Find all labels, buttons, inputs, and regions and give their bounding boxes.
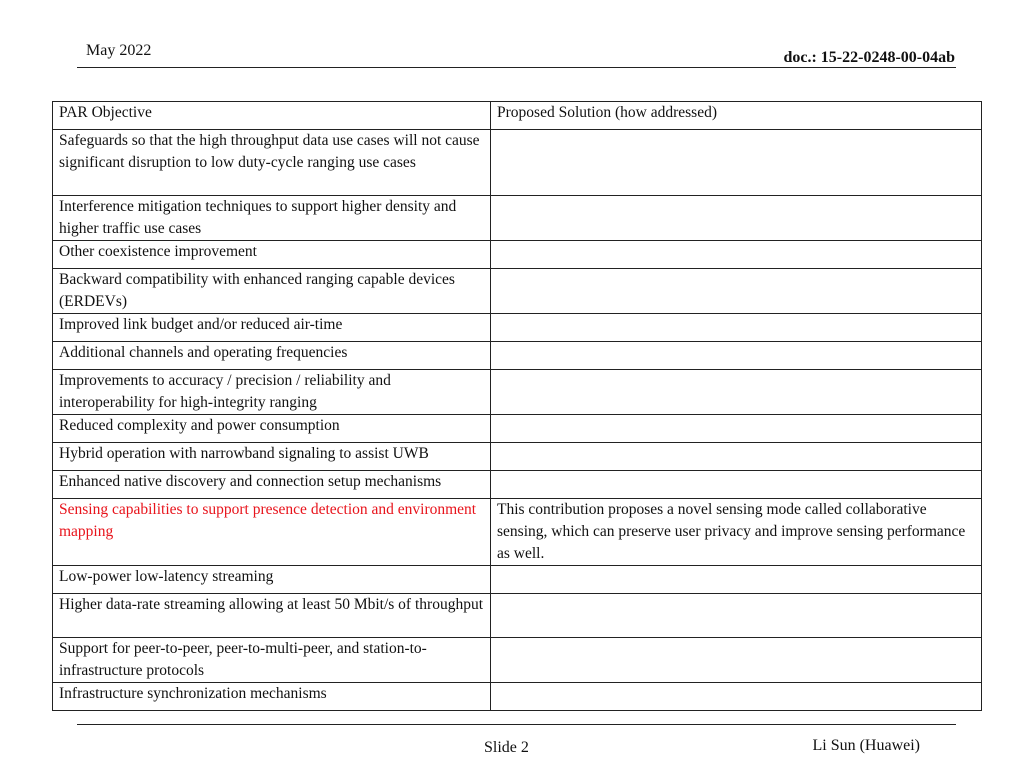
par-objectives-table	[52, 101, 982, 711]
solution-cell	[491, 683, 982, 711]
solution-cell	[491, 130, 982, 196]
footer-divider	[77, 724, 956, 725]
objective-cell: Support for peer-to-peer, peer-to-multi-peer, and station-to-infrastructure protocols	[53, 638, 491, 683]
solution-cell	[491, 314, 982, 342]
table-row	[53, 130, 982, 196]
table-row	[53, 314, 982, 342]
objective-cell: Sensing capabilities to support presence detection and environment mapping	[53, 499, 491, 566]
solution-cell	[491, 594, 982, 638]
column-header-solution: Proposed Solution (how addressed)	[491, 102, 982, 130]
objective-cell: Improvements to accuracy / precision / reliability and interoperability for high-integrity ranging	[53, 370, 491, 415]
solution-cell	[491, 342, 982, 370]
objective-cell: Hybrid operation with narrowband signaling to assist UWB	[53, 443, 491, 471]
objective-cell: Interference mitigation techniques to support higher density and higher traffic use cases	[53, 196, 491, 241]
table-row	[53, 638, 982, 683]
table-row	[53, 342, 982, 370]
solution-cell	[491, 241, 982, 269]
table-row	[53, 443, 982, 471]
table-header-row	[53, 102, 982, 130]
objective-cell: Safeguards so that the high throughput data use cases will not cause significant disruption to low duty-cycle ranging use cases	[53, 130, 491, 196]
objective-cell: Enhanced native discovery and connection setup mechanisms	[53, 471, 491, 499]
table-row	[53, 269, 982, 314]
table-row	[53, 241, 982, 269]
objective-cell: Improved link budget and/or reduced air-time	[53, 314, 491, 342]
solution-cell	[491, 566, 982, 594]
table-row	[53, 471, 982, 499]
solution-cell	[491, 370, 982, 415]
objective-cell: Additional channels and operating frequencies	[53, 342, 491, 370]
solution-cell	[491, 471, 982, 499]
solution-cell	[491, 196, 982, 241]
table-row	[53, 370, 982, 415]
objective-cell: Infrastructure synchronization mechanisms	[53, 683, 491, 711]
slide-number: Slide 2	[484, 739, 529, 756]
table-row	[53, 415, 982, 443]
header-doc-id: doc.: 15-22-0248-00-04ab	[783, 49, 955, 66]
table-row	[53, 499, 982, 566]
column-header-objective: PAR Objective	[53, 102, 491, 130]
solution-cell: This contribution proposes a novel sensing mode called collaborative sensing, which can preserve user privacy and improve sensing performance as well.	[491, 499, 982, 566]
footer-author: Li Sun (Huawei)	[812, 737, 920, 754]
solution-cell	[491, 443, 982, 471]
solution-cell	[491, 638, 982, 683]
objective-cell: Low-power low-latency streaming	[53, 566, 491, 594]
objective-cell: Backward compatibility with enhanced ranging capable devices (ERDEVs)	[53, 269, 491, 314]
solution-cell	[491, 415, 982, 443]
objective-cell: Higher data-rate streaming allowing at least 50 Mbit/s of throughput	[53, 594, 491, 638]
table-row	[53, 566, 982, 594]
table-row	[53, 683, 982, 711]
table-row	[53, 196, 982, 241]
header-date: May 2022	[86, 42, 152, 59]
solution-cell	[491, 269, 982, 314]
header-divider	[77, 67, 956, 68]
objective-cell: Reduced complexity and power consumption	[53, 415, 491, 443]
objective-cell: Other coexistence improvement	[53, 241, 491, 269]
table-row	[53, 594, 982, 638]
